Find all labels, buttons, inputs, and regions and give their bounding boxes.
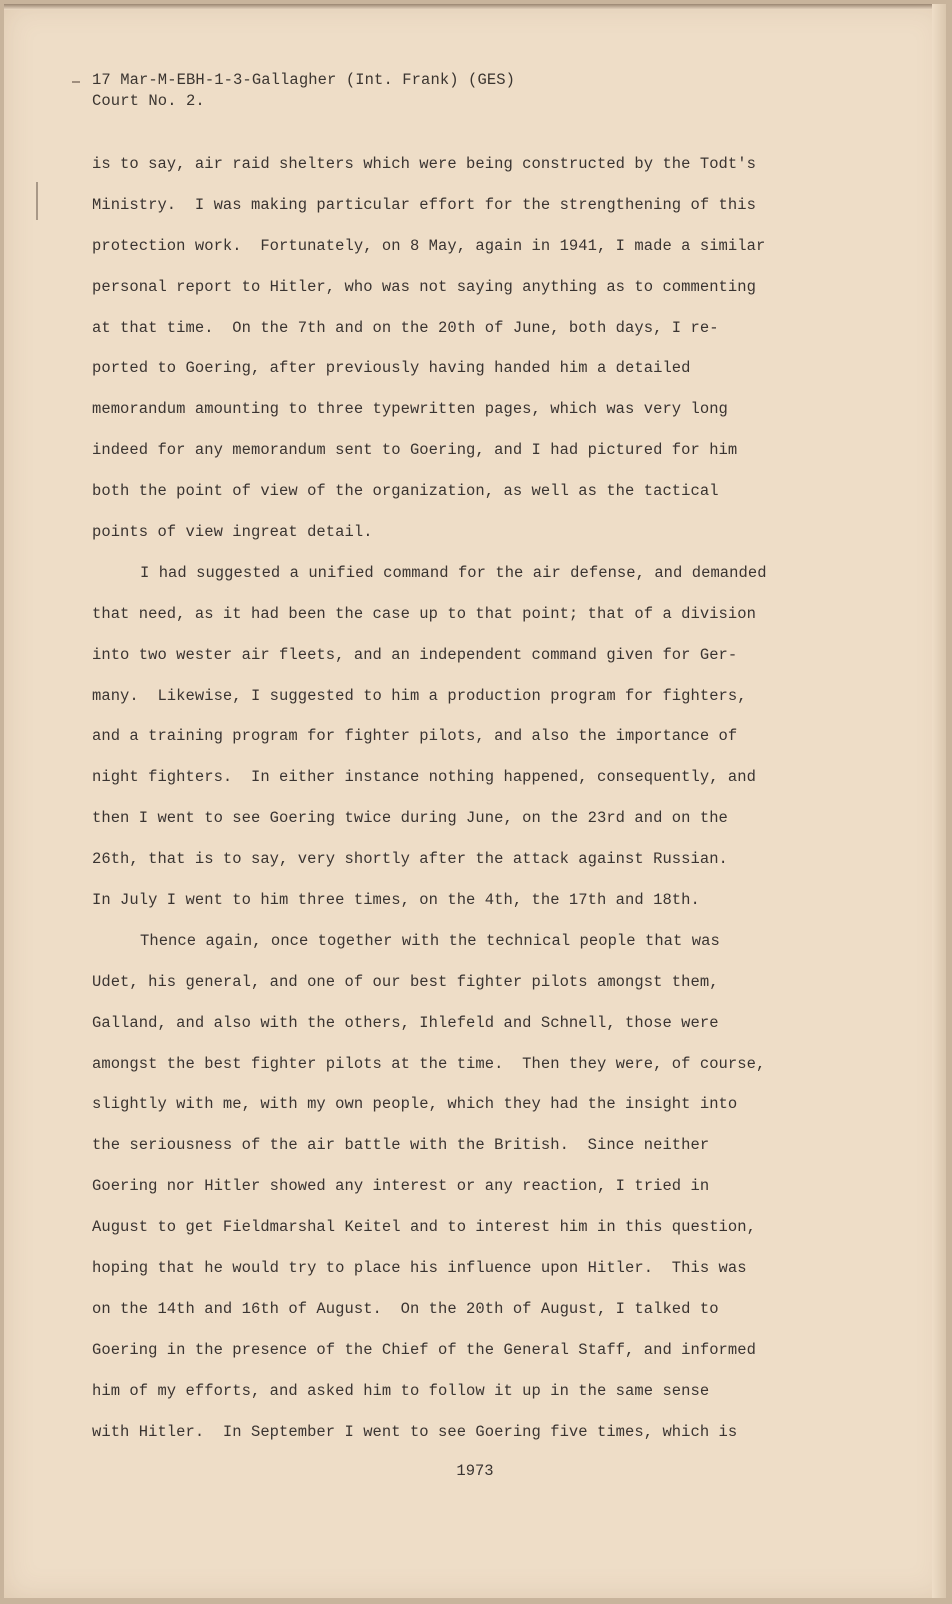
text-line: ported to Goering, after previously having handed him a detailed (92, 359, 691, 378)
text-line: Ministry. I was making particular effort for the strengthening of this (92, 195, 756, 214)
page-top-edge (4, 4, 946, 10)
margin-dash-mark (72, 81, 80, 83)
header-line-1: 17 Mar-M-EBH-1-3-Gallagher (Int. Frank) (GES) (92, 71, 516, 89)
text-line: into two wester air fleets, and an independent command given for Ger- (92, 645, 738, 664)
text-line: amongst the best fighter pilots at the time. Then they were, of course, (92, 1054, 766, 1073)
text-line: Goering nor Hitler showed any interest or any reaction, I tried in (92, 1177, 710, 1196)
text-line: points of view ingreat detail. (92, 523, 373, 542)
text-line: at that time. On the 7th and on the 20th of June, both days, I re- (92, 318, 719, 337)
document-body (92, 154, 882, 1463)
text-line: Goering in the presence of the Chief of the General Staff, and informed (92, 1340, 756, 1359)
document-header (92, 70, 515, 112)
text-line: many. Likewise, I suggested to him a production program for fighters, (92, 686, 747, 705)
page-number: 1973 (456, 1462, 494, 1480)
text-line: slightly with me, with my own people, which they had the insight into (92, 1095, 738, 1114)
text-line: then I went to see Goering twice during June, on the 23rd and on the (92, 809, 728, 828)
text-line: hoping that he would try to place his influence upon Hitler. This was (92, 1259, 747, 1278)
text-line: memorandum amounting to three typewritten pages, which was very long (92, 400, 728, 419)
text-line: is to say, air raid shelters which were being constructed by the Todt's (92, 155, 756, 173)
text-line: Udet, his general, and one of our best fighter pilots amongst them, (92, 972, 719, 991)
text-line: personal report to Hitler, who was not saying anything as to commenting (92, 277, 756, 296)
text-line: and a training program for fighter pilots, and also the importance of (92, 727, 738, 746)
margin-pencil-mark (36, 182, 38, 220)
text-line: the seriousness of the air battle with the British. Since neither (92, 1136, 710, 1155)
document-page (4, 4, 946, 1598)
text-line: indeed for any memorandum sent to Goering, and I had pictured for him (92, 441, 738, 460)
text-line: I had suggested a unified command for the air defense, and demanded (140, 563, 767, 582)
text-line: Galland, and also with the others, Ihlefeld and Schnell, those were (92, 1013, 719, 1032)
text-line: on the 14th and 16th of August. On the 20th of August, I talked to (92, 1299, 719, 1318)
text-line: 26th, that is to say, very shortly after the attack against Russian. (92, 850, 728, 869)
text-line: with Hitler. In September I went to see Goering five times, which is (92, 1422, 738, 1441)
text-line: In July I went to him three times, on the 4th, the 17th and 18th. (92, 891, 700, 910)
text-line: night fighters. In either instance nothing happened, consequently, and (92, 768, 756, 787)
text-line: both the point of view of the organization, as well as the tactical (92, 482, 719, 501)
text-line: protection work. Fortunately, on 8 May, again in 1941, I made a similar (92, 236, 766, 255)
text-line: him of my efforts, and asked him to follow it up in the same sense (92, 1381, 710, 1400)
page-right-edge (932, 4, 946, 1598)
text-line: that need, as it had been the case up to that point; that of a division (92, 604, 756, 623)
text-line: August to get Fieldmarshal Keitel and to interest him in this question, (92, 1218, 756, 1237)
text-line: Thence again, once together with the technical people that was (140, 931, 720, 950)
header-line-2: Court No. 2. (92, 92, 205, 110)
